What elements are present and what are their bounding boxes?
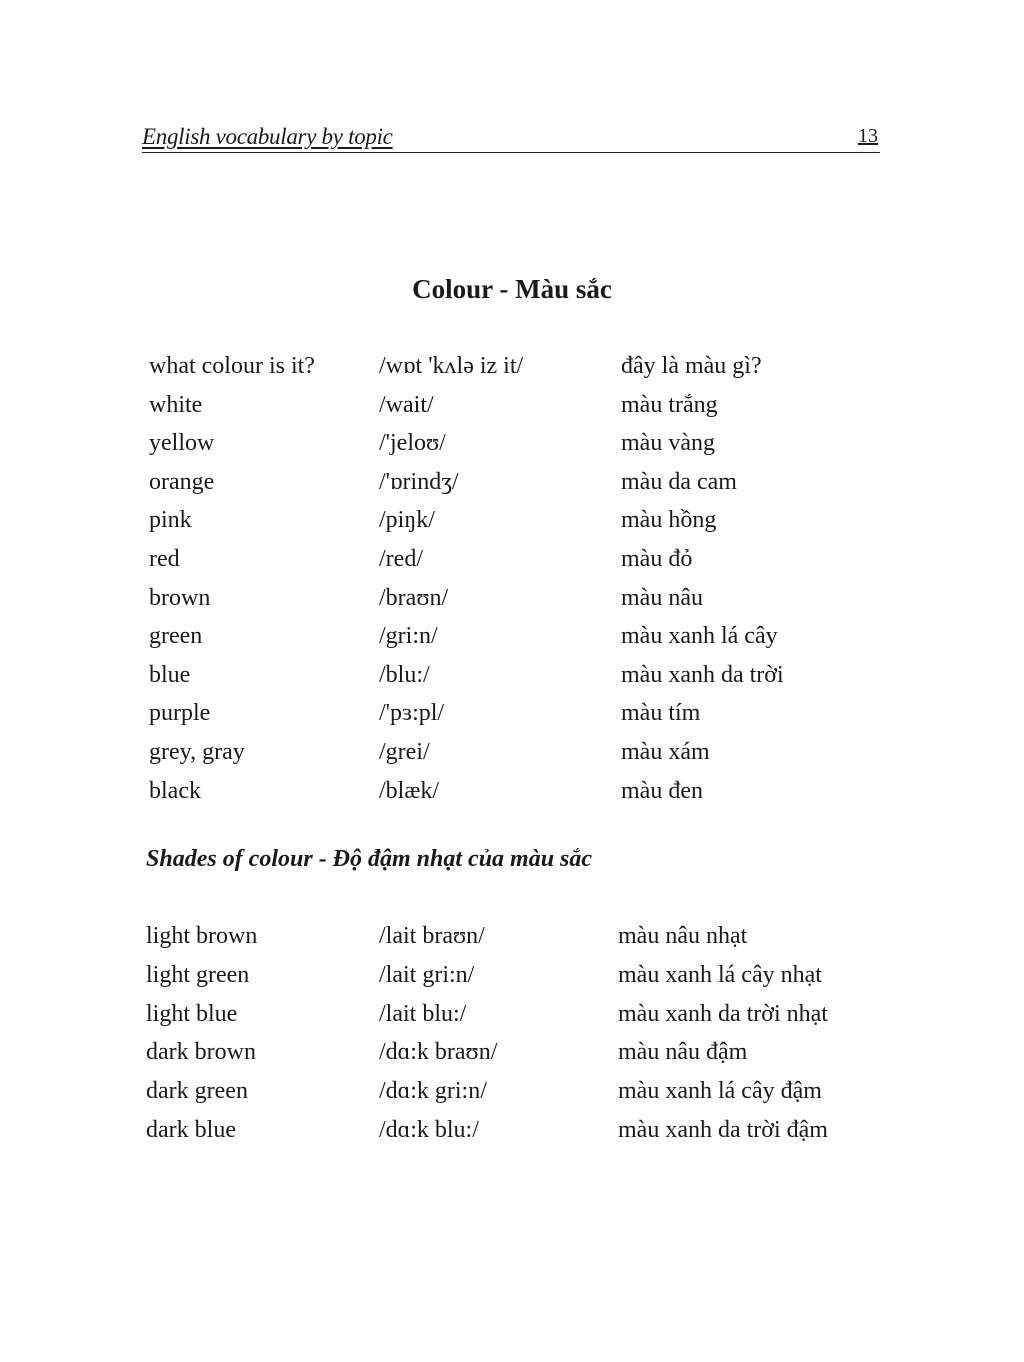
vocab-row [146,1112,906,1148]
vocab-meaning: màu đen [621,777,703,804]
vocab-word: grey, gray [149,739,245,765]
vocab-row [149,734,909,770]
vocab-meaning: màu da cam [621,468,737,495]
vocab-pronunciation: /wɒt 'kʌlə iz it/ [379,353,524,379]
vocab-meaning: màu trắng [621,391,718,418]
vocab-pronunciation: /'ɒrindʒ/ [379,468,459,495]
subsection-title: Shades of colour - Độ đậm nhạt của màu sắc [146,846,593,872]
vocab-row [149,464,909,500]
vocab-meaning: màu nâu đậm [618,1039,748,1066]
vocab-meaning: màu đỏ [621,546,693,572]
vocab-row [146,996,906,1032]
vocab-pronunciation: /blæk/ [379,777,440,804]
vocab-pronunciation: /blu:/ [379,661,430,688]
vocab-row [146,957,906,993]
page-number: 13 [858,125,878,147]
vocab-row [146,1034,906,1070]
vocab-word: pink [149,507,192,534]
vocab-meaning: màu xanh da trời đậm [618,1117,828,1143]
vocab-meaning: màu hồng [621,507,717,534]
vocab-meaning: màu vàng [621,430,715,457]
vocab-meaning: màu nâu nhạt [618,923,748,949]
vocab-row [149,580,909,616]
vocab-meaning: màu xanh da trời [621,661,784,688]
vocab-row [149,541,909,577]
vocab-row [149,695,909,731]
vocab-pronunciation: /dɑ:k blu:/ [379,1117,479,1143]
vocab-word: light brown [146,923,258,949]
vocab-row [149,425,909,461]
vocab-word: purple [149,700,211,727]
vocab-pronunciation: /dɑ:k gri:n/ [379,1078,487,1105]
vocab-row [149,657,909,693]
vocab-meaning: màu nâu [621,584,703,611]
vocab-row [146,918,906,954]
vocab-word: green [149,623,203,650]
vocab-meaning: màu tím [621,700,701,727]
vocab-pronunciation: /piŋk/ [379,507,435,534]
vocab-row [149,387,909,423]
vocab-row [146,1073,906,1109]
vocab-meaning: màu xanh lá cây đậm [618,1078,822,1105]
vocab-word: yellow [149,430,215,457]
vocab-word: dark green [146,1078,248,1105]
vocab-pronunciation: /grei/ [379,739,430,765]
vocab-meaning: màu xanh lá cây [621,623,778,650]
vocab-word: red [149,546,180,572]
vocab-word: orange [149,468,215,495]
vocab-word: light green [146,961,250,988]
vocab-row [149,502,909,538]
vocab-word: dark brown [146,1039,256,1066]
vocab-row [149,618,909,654]
vocab-pronunciation: /braʊn/ [379,584,449,611]
section-title: Colour - Màu sắc [412,274,612,304]
vocab-meaning: màu xanh lá cây nhạt [618,961,822,988]
vocab-word: dark blue [146,1117,236,1143]
vocab-word: brown [149,584,211,611]
vocab-word: light blue [146,1000,238,1027]
vocab-row [149,773,909,809]
vocab-pronunciation: /lait gri:n/ [379,961,475,988]
vocab-word: blue [149,661,191,688]
running-header [142,124,880,153]
vocab-pronunciation: /wait/ [379,391,434,418]
vocab-pronunciation: /'jeloʊ/ [379,430,446,457]
vocab-meaning: màu xám [621,739,710,765]
vocab-pronunciation: /'pɜ:pl/ [379,700,445,727]
vocab-word: what colour is it? [149,353,315,379]
vocab-pronunciation: /dɑ:k braʊn/ [379,1039,498,1066]
vocab-meaning: màu xanh da trời nhạt [618,1000,828,1027]
vocab-row [149,348,909,384]
vocab-pronunciation: /gri:n/ [379,623,438,650]
vocab-pronunciation: /lait braʊn/ [379,923,485,949]
vocab-meaning: đây là màu gì? [621,353,762,379]
vocab-word: white [149,391,203,418]
vocab-word: black [149,777,201,804]
running-title: English vocabulary by topic [142,124,393,149]
vocab-pronunciation: /lait blu:/ [379,1000,467,1027]
vocab-pronunciation: /red/ [379,546,423,572]
